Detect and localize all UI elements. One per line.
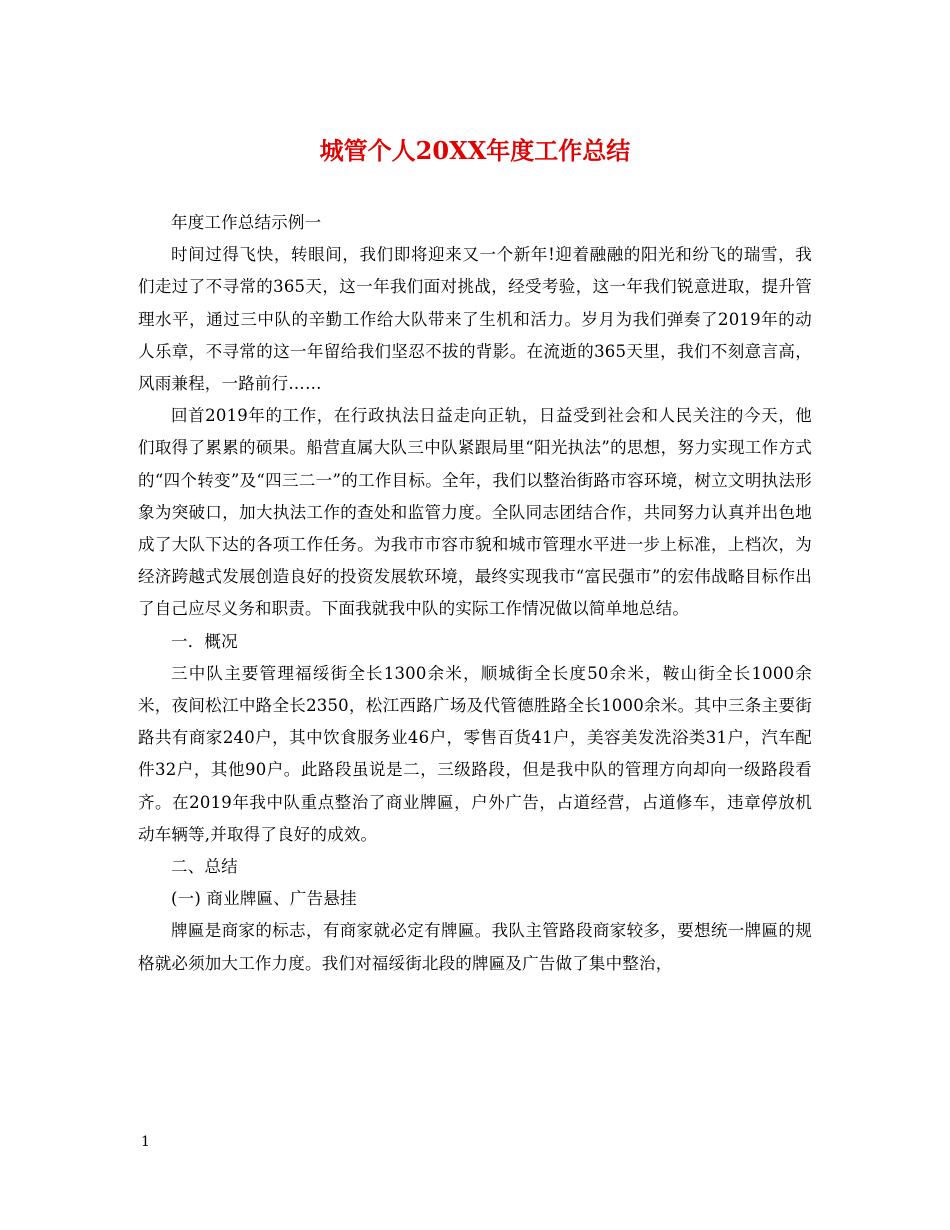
paragraph: 二、总结 — [171, 857, 238, 877]
paragraph: 年度工作总结示例一 — [171, 213, 322, 232]
paragraph: 三中队主要管理福绥街全长1300余米，顺城街全长度50余米，鞍山街全长1000余米，夜间松江中路全长2350，松江西路广场及代管德胜路全长1000余米。其中三条主要街路共有商家240户，其中饮食服务业46户，零售百货41户，美容美发洗浴类31户，汽车配件32户，其他90户。此路段虽说是二，三级路段，但是我中队的管理方向却向一级路段看齐。在2019年我中队重点整治了商业牌匾，户外广告，占道经营，占道修车，违章停放机动车辆等,并取得了良好的成效。 — [138, 663, 812, 844]
document-title: 城管个人20XX年度工作总结 — [319, 136, 631, 165]
paragraph: 时间过得飞快，转眼间，我们即将迎来又一个新年!迎着融融的阳光和纷飞的瑞雪，我们走过了不寻常的365天，这一年我们面对挑战，经受考验，这一年我们锐意进取，提升管理水平，通过三中队的辛勤工作给大队带来了生机和活力。岁月为我们弹奏了2019年的动人乐章，不寻常的这一年留给我们坚忍不拔的背影。在流逝的365天里，我们不刻意言高，风雨兼程，一路前行…… — [138, 245, 812, 394]
paragraph: 牌匾是商家的标志，有商家就必定有牌匾。我队主管路段商家较多，要想统一牌匾的规格就必须加大工作力度。我们对福绥街北段的牌匾及广告做了集中整治， — [138, 921, 812, 973]
paragraph: 回首2019年的工作，在行政执法日益走向正轨，日益受到社会和人民关注的今天，他们取得了累累的硕果。船营直属大队三中队紧跟局里“阳光执法”的思想，努力实现工作方式的“四个转变”及“四三二一”的工作目标。全年，我们以整治街路市容环境，树立文明执法形象为突破口，加大执法工作的查处和监管力度。全队同志团结合作，共同努力认真并出色地成了大队下达的各项工作任务。为我市市容市貌和城市管理水平进一步上标准，上档次，为经济跨越式发展创造良好的投资发展软环境，最终实现我市“富民强市”的宏伟战略目标作出了自己应尽义务和职责。下面我就我中队的实际工作情况做以简单地总结。 — [138, 406, 812, 619]
page-number: 1 — [141, 1134, 150, 1150]
document-body — [138, 207, 812, 980]
paragraph: (一) 商业牌匾、广告悬挂 — [171, 889, 357, 909]
paragraph: 一．概况 — [171, 631, 238, 651]
